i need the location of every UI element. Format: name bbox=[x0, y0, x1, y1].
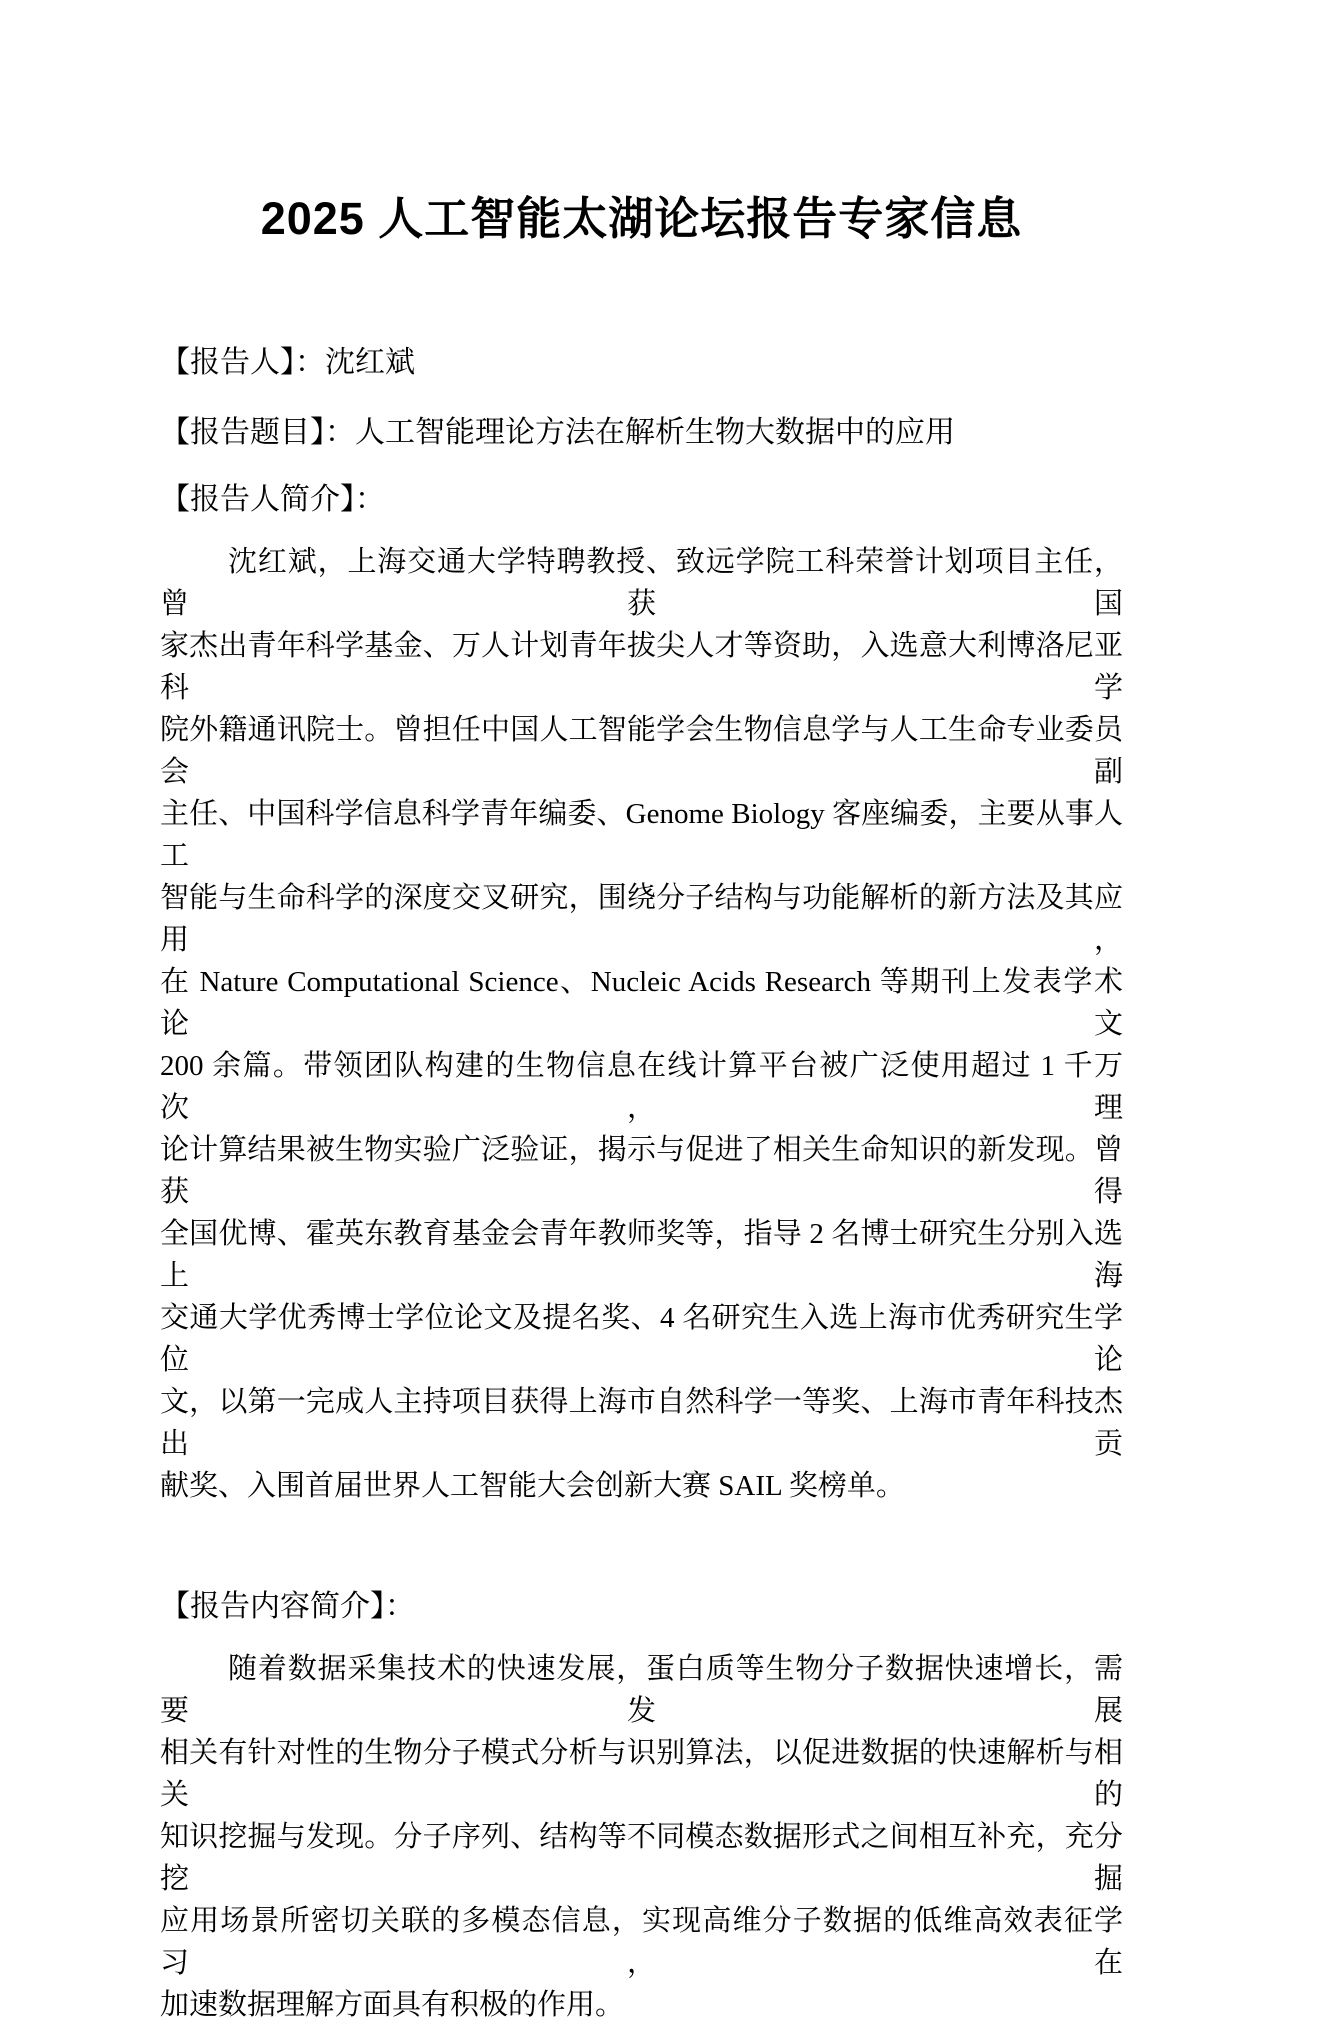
bio-line: 200 余篇。带领团队构建的生物信息在线计算平台被广泛使用超过 1 千万次，理 bbox=[160, 1050, 1123, 1125]
bio-line: 院外籍通讯院士。曾担任中国人工智能学会生物信息学与人工生命专业委员会副 bbox=[160, 714, 1123, 789]
bio-line: 家杰出青年科学基金、万人计划青年拔尖人才等资助，入选意大利博洛尼亚科学 bbox=[160, 630, 1123, 705]
abstract-section-label: 【报告内容简介】： bbox=[160, 1590, 415, 1624]
bio-line: 在 Nature Computational Science、Nucleic Acids Research 等期刊上发表学术论文 bbox=[160, 966, 1123, 1041]
bio-line: 主任、中国科学信息科学青年编委、Genome Biology 客座编委，主要从事人工 bbox=[160, 798, 1123, 873]
abstract-paragraph bbox=[160, 1648, 1123, 2026]
bio-line: 文，以第一完成人主持项目获得上海市自然科学一等奖、上海市青年科技杰出贡 bbox=[160, 1386, 1123, 1461]
topic-row bbox=[160, 402, 1123, 464]
bio-line: 沈红斌，上海交通大学特聘教授、致远学院工科荣誉计划项目主任，曾获国 bbox=[160, 546, 1123, 621]
bio-section-heading bbox=[160, 469, 1123, 531]
topic-label: 【报告题目】： bbox=[160, 416, 355, 450]
abstract-line: 随着数据采集技术的快速发展，蛋白质等生物分子数据快速增长，需要发展 bbox=[160, 1653, 1123, 1728]
speaker-row bbox=[160, 332, 1123, 394]
speaker-label: 【报告人】： bbox=[160, 346, 325, 380]
bio-line: 智能与生命科学的深度交叉研究，围绕分子结构与功能解析的新方法及其应用， bbox=[160, 882, 1123, 957]
abstract-line: 加速数据理解方面具有积极的作用。 bbox=[160, 1989, 625, 2022]
speaker-name: 沈红斌 bbox=[325, 346, 415, 380]
bio-section-label: 【报告人简介】： bbox=[160, 483, 385, 517]
bio-line: 论计算结果被生物实验广泛验证，揭示与促进了相关生命知识的新发现。曾获得 bbox=[160, 1134, 1123, 1209]
bio-line: 交通大学优秀博士学位论文及提名奖、4 名研究生入选上海市优秀研究生学位论 bbox=[160, 1302, 1123, 1377]
abstract-section-heading bbox=[160, 1576, 1123, 1638]
bio-line: 献奖、入围首届世界人工智能大会创新大赛 SAIL 奖榜单。 bbox=[160, 1470, 905, 1503]
abstract-line: 应用场景所密切关联的多模态信息，实现高维分子数据的低维高效表征学习，在 bbox=[160, 1905, 1123, 1980]
document-title: 2025 人工智能太湖论坛报告专家信息 bbox=[260, 193, 1023, 245]
bio-line: 全国优博、霍英东教育基金会青年教师奖等，指导 2 名博士研究生分别入选上海 bbox=[160, 1218, 1123, 1293]
bio-paragraph bbox=[160, 541, 1123, 1507]
abstract-line: 知识挖掘与发现。分子序列、结构等不同模态数据形式之间相互补充，充分挖掘 bbox=[160, 1821, 1123, 1896]
abstract-line: 相关有针对性的生物分子模式分析与识别算法，以促进数据的快速解析与相关的 bbox=[160, 1737, 1123, 1812]
topic-title: 人工智能理论方法在解析生物大数据中的应用 bbox=[355, 416, 955, 450]
